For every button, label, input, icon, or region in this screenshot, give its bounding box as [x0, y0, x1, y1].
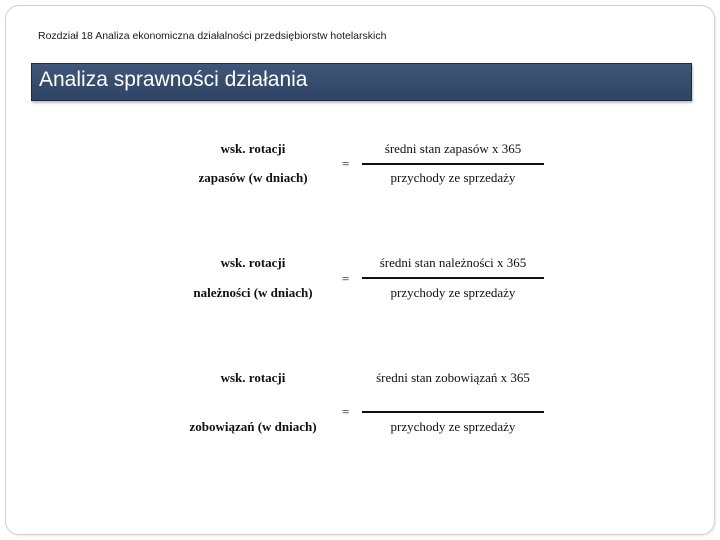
- formula-lhs-bottom: należności (w dniach): [193, 285, 313, 300]
- fraction-line: [362, 163, 544, 165]
- formula-lhs-top: wsk. rotacji: [220, 255, 286, 270]
- formula-inventory-turnover: [0, 140, 720, 220]
- formula-receivables-turnover: [0, 255, 720, 335]
- chapter-header: Rozdział 18 Analiza ekonomiczna działalności przedsiębiorstw hotelarskich: [38, 30, 387, 42]
- formula-denominator: przychody ze sprzedaży: [390, 419, 516, 434]
- formula-denominator: przychody ze sprzedaży: [390, 170, 516, 185]
- equals-sign: =: [342, 271, 350, 286]
- title-bar: [31, 63, 692, 101]
- formula-numerator: średni stan zapasów x 365: [384, 141, 522, 156]
- fraction-line: [362, 411, 544, 413]
- formula-lhs-top: wsk. rotacji: [220, 370, 286, 385]
- formula-denominator: przychody ze sprzedaży: [390, 285, 516, 300]
- equals-sign: =: [342, 404, 350, 419]
- formula-liabilities-turnover: [0, 369, 720, 449]
- formula-numerator: średni stan należności x 365: [379, 255, 527, 270]
- slide-title: Analiza sprawności działania: [39, 68, 308, 91]
- equals-sign: =: [342, 156, 350, 171]
- formula-numerator: średni stan zobowiązań x 365: [376, 370, 530, 385]
- fraction-line: [362, 277, 544, 279]
- formula-lhs-bottom: zapasów (w dniach): [198, 170, 308, 185]
- formula-lhs-bottom: zobowiązań (w dniach): [189, 419, 317, 434]
- formula-lhs-top: wsk. rotacji: [220, 141, 286, 156]
